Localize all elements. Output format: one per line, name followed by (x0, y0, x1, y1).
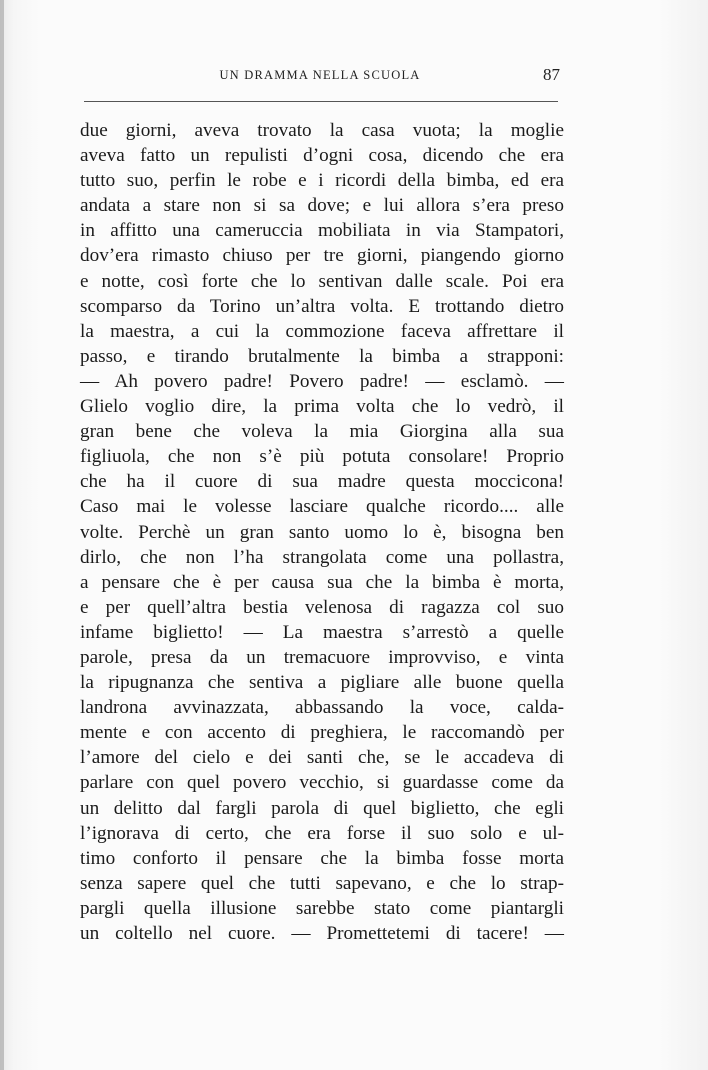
text-line: Glielo voglio dire, la prima volta che lo vedrò, il (80, 396, 564, 418)
header-rule (84, 101, 558, 102)
text-line: e notte, così forte che lo sentivan dalle scale. Poi era (80, 270, 564, 292)
text-line: a pensare che è per causa sua che la bimba è morta, (80, 571, 564, 593)
text-line: l’ignorava di certo, che era forse il suo solo e ul- (80, 822, 564, 844)
body-text (80, 118, 564, 946)
text-line: in affitto una cameruccia mobiliata in via Stampatori, (80, 220, 564, 242)
text-line: due giorni, aveva trovato la casa vuota; la moglie (80, 120, 564, 141)
text-line: tutto suo, perfin le robe e i ricordi della bimba, ed era (80, 170, 564, 192)
text-line: aveva fatto un repulisti d’ogni cosa, dicendo che era (80, 145, 564, 167)
page-number: 87 (543, 65, 560, 84)
text-line: infame biglietto! — La maestra s’arrestò a quelle (80, 621, 564, 643)
binding-edge (0, 0, 4, 1070)
text-line: volte. Perchè un gran santo uomo lo è, bisogna ben (80, 521, 564, 543)
text-line: dov’era rimasto chiuso per tre giorni, piangendo giorno (80, 245, 564, 267)
text-line: mente e con accento di preghiera, le raccomandò per (80, 722, 564, 744)
text-line: dirlo, che non l’ha strangolata come una pollastra, (80, 546, 564, 568)
text-line: scomparso da Torino un’altra volta. E trottando dietro (80, 295, 564, 317)
text-line: Caso mai le volesse lasciare qualche ricordo.... alle (80, 496, 564, 518)
text-line: — Ah povero padre! Povero padre! — esclamò. — (80, 370, 564, 392)
text-line: landrona avvinazzata, abbassando la voce, calda- (80, 697, 564, 719)
running-title: UN DRAMMA NELLA SCUOLA (219, 68, 421, 82)
text-line: l’amore del cielo e dei santi che, se le accadeva di (80, 747, 564, 769)
text-line: che ha il cuore di sua madre questa moccicona! (80, 471, 564, 493)
text-line: e per quell’altra bestia velenosa di ragazza col suo (80, 596, 564, 618)
text-line: un delitto dal fargli parola di quel biglietto, che egli (80, 797, 564, 819)
text-line: parole, presa da un tremacuore improvviso, e vinta (80, 646, 564, 668)
text-line: pargli quella illusione sarebbe stato come piantargli (80, 897, 564, 919)
text-line: timo conforto il pensare che la bimba fosse morta (80, 847, 564, 869)
text-line: la maestra, a cui la commozione faceva affrettare il (80, 320, 564, 342)
text-line: andata a stare non si sa dove; e lui allora s’era preso (80, 195, 564, 217)
text-line: un coltello nel cuore. — Promettetemi di tacere! — (80, 923, 564, 944)
text-line: senza sapere quel che tutti sapevano, e che lo strap- (80, 872, 564, 894)
text-line: parlare con quel povero vecchio, si guardasse come da (80, 772, 564, 794)
text-line: la ripugnanza che sentiva a pigliare alle buone quella (80, 672, 564, 694)
running-head (80, 66, 560, 86)
text-line: gran bene che voleva la mia Giorgina alla sua (80, 421, 564, 443)
text-line: passo, e tirando brutalmente la bimba a strapponi: (80, 345, 564, 367)
text-line: figliuola, che non s’è più potuta consolare! Proprio (80, 446, 564, 468)
